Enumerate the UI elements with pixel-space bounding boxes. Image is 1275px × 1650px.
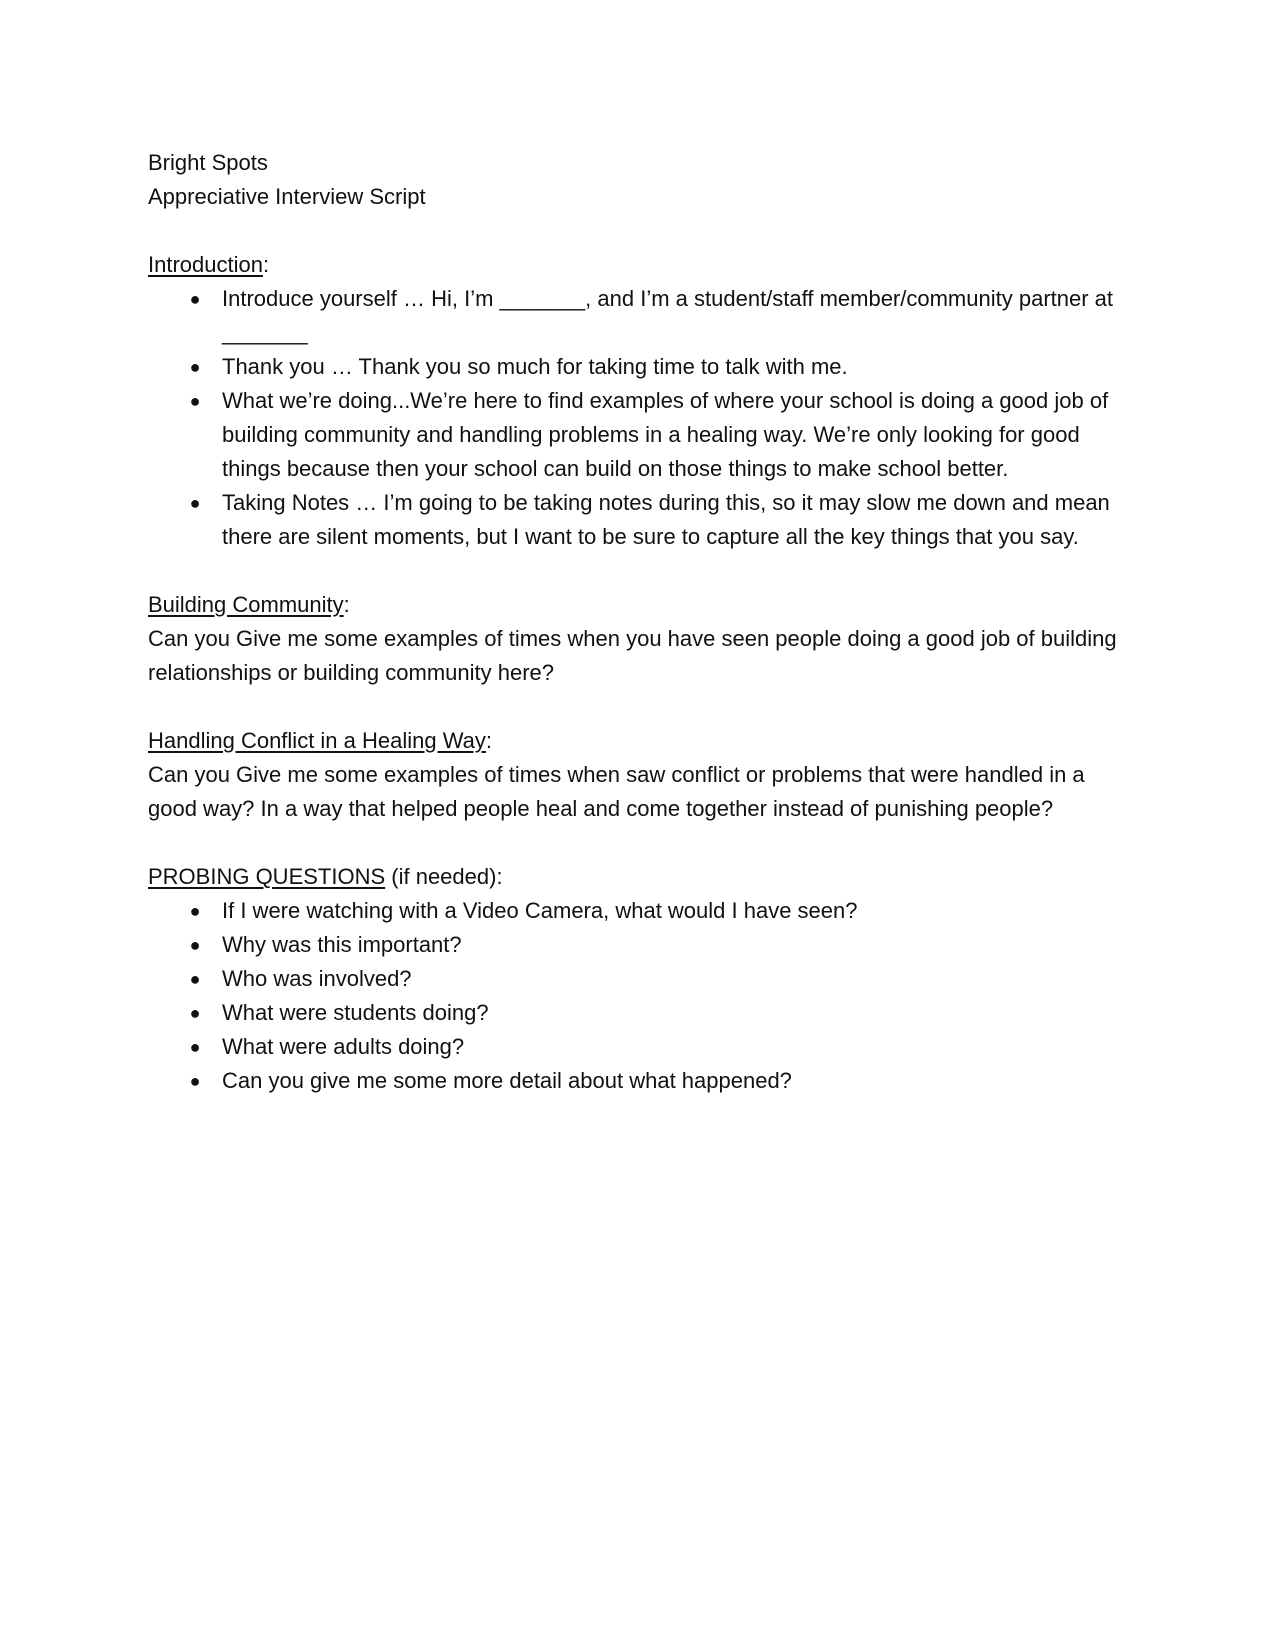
list-item xyxy=(148,384,1128,486)
list-item-text: Taking Notes … I’m going to be taking notes during this, so it may slow me down and mean there are silent moments, but I want to be sure to capture all the key things that you say. xyxy=(222,490,1110,549)
bullet-icon: ● xyxy=(189,1037,201,1057)
probing-questions-heading-text: PROBING QUESTIONS xyxy=(148,864,386,889)
introduction-heading-suffix: : xyxy=(262,252,270,277)
building-community-heading-suffix: : xyxy=(343,592,350,617)
bullet-icon: ● xyxy=(189,493,201,513)
probing-questions-heading-suffix: (if needed): xyxy=(385,864,503,889)
list-item xyxy=(148,486,1128,554)
probing-questions-list xyxy=(148,894,1128,1098)
list-item xyxy=(148,962,1128,996)
spacer xyxy=(148,554,1128,588)
handling-conflict-question: Can you Give me some examples of times when saw conflict or problems that were handled in a good way? In a way that helped people heal and come together instead of punishing people? xyxy=(148,762,1085,821)
section-heading-probing-questions xyxy=(148,860,1128,894)
document-subtitle: Appreciative Interview Script xyxy=(148,184,426,209)
list-item-text: Introduce yourself … Hi, I’m _______, and I’m a student/staff member/community partner at _______ xyxy=(222,286,1114,345)
list-item-text: Thank you … Thank you so much for taking time to talk with me. xyxy=(222,354,848,379)
list-item-text: If I were watching with a Video Camera, what would I have seen? xyxy=(222,898,858,923)
building-community-heading-text: Building Community xyxy=(148,592,344,617)
list-item xyxy=(148,282,1128,350)
list-item-text: Who was involved? xyxy=(222,966,412,991)
building-community-question: Can you Give me some examples of times when you have seen people doing a good job of building relationships or building community here? xyxy=(148,626,1117,685)
section-heading-handling-conflict xyxy=(148,724,1128,758)
list-item xyxy=(148,1064,1128,1098)
list-item xyxy=(148,996,1128,1030)
list-item-text: What we’re doing...We’re here to find examples of where your school is doing a good job of building community and handling problems in a healing way. We’re only looking for good things because then your school can build on those things to make school better. xyxy=(222,388,1109,481)
list-item xyxy=(148,894,1128,928)
document-page xyxy=(148,146,1128,1098)
spacer xyxy=(148,690,1128,724)
list-item-text: Can you give me some more detail about what happened? xyxy=(222,1068,792,1093)
bullet-icon: ● xyxy=(189,901,201,921)
list-item-text: What were students doing? xyxy=(222,1000,489,1025)
list-item xyxy=(148,928,1128,962)
section-heading-building-community xyxy=(148,588,1128,622)
list-item xyxy=(148,1030,1128,1064)
bullet-icon: ● xyxy=(189,935,201,955)
bullet-icon: ● xyxy=(189,391,201,411)
list-item-text: What were adults doing? xyxy=(222,1034,465,1059)
bullet-icon: ● xyxy=(189,1071,201,1091)
list-item-text: Why was this important? xyxy=(222,932,462,957)
handling-conflict-heading-suffix: : xyxy=(485,728,493,753)
handling-conflict-heading-text: Handling Conflict in a Healing Way xyxy=(148,728,486,753)
spacer xyxy=(148,214,1128,248)
bullet-icon: ● xyxy=(189,289,201,309)
bullet-icon: ● xyxy=(189,969,201,989)
document-title: Bright Spots xyxy=(148,150,268,175)
introduction-heading-text: Introduction xyxy=(148,252,263,277)
bullet-icon: ● xyxy=(189,1003,201,1023)
introduction-list xyxy=(148,282,1128,554)
bullet-icon: ● xyxy=(189,357,201,377)
spacer xyxy=(148,826,1128,860)
section-heading-introduction xyxy=(148,248,1128,282)
list-item xyxy=(148,350,1128,384)
